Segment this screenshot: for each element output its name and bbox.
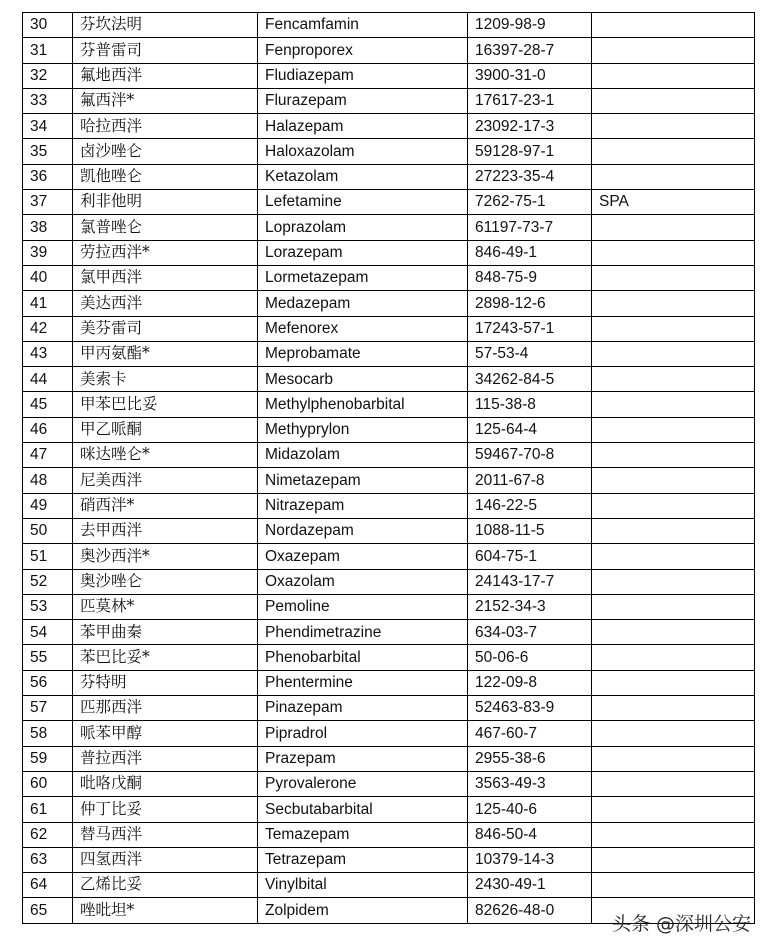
table-row	[23, 417, 755, 442]
english-name-cell: Mesocarb	[258, 367, 468, 392]
english-name-cell: Fludiazepam	[258, 63, 468, 88]
table-row	[23, 341, 755, 366]
table-row	[23, 190, 755, 215]
note-cell	[592, 443, 755, 468]
row-number-cell: 34	[23, 114, 73, 139]
chinese-name-cell: 氯甲西泮	[73, 265, 258, 290]
english-name-cell: Vinylbital	[258, 873, 468, 898]
english-name-cell: Midazolam	[258, 443, 468, 468]
chinese-name-cell: 奥沙唑仑	[73, 569, 258, 594]
table-row	[23, 88, 755, 113]
chinese-name-cell: 替马西泮	[73, 822, 258, 847]
row-number-cell: 54	[23, 620, 73, 645]
chinese-name-cell: 美达西泮	[73, 291, 258, 316]
row-number-cell: 31	[23, 38, 73, 63]
row-number-cell: 62	[23, 822, 73, 847]
substance-table-container	[22, 12, 754, 924]
cas-number-cell: 604-75-1	[468, 544, 592, 569]
table-row	[23, 822, 755, 847]
table-row	[23, 721, 755, 746]
cas-number-cell: 125-64-4	[468, 417, 592, 442]
chinese-name-cell: 美芬雷司	[73, 316, 258, 341]
table-row	[23, 316, 755, 341]
row-number-cell: 30	[23, 13, 73, 38]
cas-number-cell: 3563-49-3	[468, 771, 592, 796]
table-row	[23, 265, 755, 290]
note-cell	[592, 88, 755, 113]
table-row	[23, 797, 755, 822]
chinese-name-cell: 苯甲曲秦	[73, 620, 258, 645]
table-row	[23, 367, 755, 392]
cas-number-cell: 17243-57-1	[468, 316, 592, 341]
table-row	[23, 569, 755, 594]
english-name-cell: Nitrazepam	[258, 493, 468, 518]
chinese-name-cell: 哈拉西泮	[73, 114, 258, 139]
table-row	[23, 493, 755, 518]
chinese-name-cell: 匹那西泮	[73, 696, 258, 721]
english-name-cell: Flurazepam	[258, 88, 468, 113]
row-number-cell: 46	[23, 417, 73, 442]
note-cell	[592, 670, 755, 695]
table-row	[23, 645, 755, 670]
row-number-cell: 65	[23, 898, 73, 923]
chinese-name-cell: 劳拉西泮*	[73, 240, 258, 265]
row-number-cell: 45	[23, 392, 73, 417]
cas-number-cell: 59128-97-1	[468, 139, 592, 164]
chinese-name-cell: 吡咯戊酮	[73, 771, 258, 796]
row-number-cell: 51	[23, 544, 73, 569]
note-cell	[592, 544, 755, 569]
note-cell	[592, 367, 755, 392]
table-row	[23, 443, 755, 468]
row-number-cell: 40	[23, 265, 73, 290]
note-cell	[592, 518, 755, 543]
note-cell	[592, 822, 755, 847]
table-row	[23, 771, 755, 796]
cas-number-cell: 467-60-7	[468, 721, 592, 746]
cas-number-cell: 59467-70-8	[468, 443, 592, 468]
english-name-cell: Oxazepam	[258, 544, 468, 569]
cas-number-cell: 10379-14-3	[468, 847, 592, 872]
english-name-cell: Halazepam	[258, 114, 468, 139]
chinese-name-cell: 甲苯巴比妥	[73, 392, 258, 417]
note-cell	[592, 746, 755, 771]
chinese-name-cell: 四氢西泮	[73, 847, 258, 872]
english-name-cell: Pyrovalerone	[258, 771, 468, 796]
english-name-cell: Prazepam	[258, 746, 468, 771]
row-number-cell: 53	[23, 594, 73, 619]
cas-number-cell: 57-53-4	[468, 341, 592, 366]
row-number-cell: 41	[23, 291, 73, 316]
cas-number-cell: 125-40-6	[468, 797, 592, 822]
chinese-name-cell: 芬普雷司	[73, 38, 258, 63]
cas-number-cell: 2152-34-3	[468, 594, 592, 619]
table-row	[23, 164, 755, 189]
row-number-cell: 48	[23, 468, 73, 493]
english-name-cell: Ketazolam	[258, 164, 468, 189]
table-row	[23, 544, 755, 569]
note-cell	[592, 620, 755, 645]
chinese-name-cell: 唑吡坦*	[73, 898, 258, 923]
chinese-name-cell: 芬坎法明	[73, 13, 258, 38]
note-cell	[592, 316, 755, 341]
row-number-cell: 55	[23, 645, 73, 670]
english-name-cell: Pemoline	[258, 594, 468, 619]
cas-number-cell: 7262-75-1	[468, 190, 592, 215]
note-cell	[592, 771, 755, 796]
table-row	[23, 114, 755, 139]
row-number-cell: 39	[23, 240, 73, 265]
chinese-name-cell: 去甲西泮	[73, 518, 258, 543]
note-cell	[592, 291, 755, 316]
note-cell	[592, 493, 755, 518]
table-row	[23, 240, 755, 265]
chinese-name-cell: 匹莫林*	[73, 594, 258, 619]
english-name-cell: Medazepam	[258, 291, 468, 316]
chinese-name-cell: 乙烯比妥	[73, 873, 258, 898]
chinese-name-cell: 氟地西泮	[73, 63, 258, 88]
row-number-cell: 58	[23, 721, 73, 746]
note-cell	[592, 569, 755, 594]
english-name-cell: Haloxazolam	[258, 139, 468, 164]
cas-number-cell: 61197-73-7	[468, 215, 592, 240]
note-cell: SPA	[592, 190, 755, 215]
note-cell	[592, 341, 755, 366]
row-number-cell: 61	[23, 797, 73, 822]
chinese-name-cell: 氟西泮*	[73, 88, 258, 113]
english-name-cell: Lormetazepam	[258, 265, 468, 290]
row-number-cell: 52	[23, 569, 73, 594]
note-cell	[592, 847, 755, 872]
row-number-cell: 43	[23, 341, 73, 366]
english-name-cell: Phentermine	[258, 670, 468, 695]
note-cell	[592, 38, 755, 63]
english-name-cell: Tetrazepam	[258, 847, 468, 872]
table-row	[23, 594, 755, 619]
watermark: 头条 @深圳公安	[611, 913, 751, 935]
chinese-name-cell: 凯他唑仑	[73, 164, 258, 189]
row-number-cell: 33	[23, 88, 73, 113]
cas-number-cell: 2898-12-6	[468, 291, 592, 316]
row-number-cell: 57	[23, 696, 73, 721]
cas-number-cell: 23092-17-3	[468, 114, 592, 139]
table-row	[23, 215, 755, 240]
cas-number-cell: 146-22-5	[468, 493, 592, 518]
cas-number-cell: 50-06-6	[468, 645, 592, 670]
cas-number-cell: 3900-31-0	[468, 63, 592, 88]
note-cell	[592, 215, 755, 240]
table-row	[23, 696, 755, 721]
english-name-cell: Methyprylon	[258, 417, 468, 442]
note-cell	[592, 13, 755, 38]
note-cell	[592, 645, 755, 670]
table-row	[23, 746, 755, 771]
substance-table	[22, 12, 755, 924]
chinese-name-cell: 甲丙氨酯*	[73, 341, 258, 366]
note-cell	[592, 265, 755, 290]
table-row	[23, 518, 755, 543]
row-number-cell: 59	[23, 746, 73, 771]
chinese-name-cell: 苯巴比妥*	[73, 645, 258, 670]
row-number-cell: 35	[23, 139, 73, 164]
cas-number-cell: 1088-11-5	[468, 518, 592, 543]
cas-number-cell: 27223-35-4	[468, 164, 592, 189]
table-row	[23, 847, 755, 872]
cas-number-cell: 2011-67-8	[468, 468, 592, 493]
chinese-name-cell: 芬特明	[73, 670, 258, 695]
cas-number-cell: 17617-23-1	[468, 88, 592, 113]
note-cell	[592, 240, 755, 265]
chinese-name-cell: 普拉西泮	[73, 746, 258, 771]
english-name-cell: Loprazolam	[258, 215, 468, 240]
chinese-name-cell: 硝西泮*	[73, 493, 258, 518]
english-name-cell: Fencamfamin	[258, 13, 468, 38]
cas-number-cell: 52463-83-9	[468, 696, 592, 721]
chinese-name-cell: 仲丁比妥	[73, 797, 258, 822]
row-number-cell: 37	[23, 190, 73, 215]
english-name-cell: Mefenorex	[258, 316, 468, 341]
row-number-cell: 49	[23, 493, 73, 518]
table-row	[23, 38, 755, 63]
table-row	[23, 620, 755, 645]
chinese-name-cell: 奥沙西泮*	[73, 544, 258, 569]
table-body	[23, 13, 755, 924]
row-number-cell: 36	[23, 164, 73, 189]
chinese-name-cell: 咪达唑仑*	[73, 443, 258, 468]
table-row	[23, 63, 755, 88]
cas-number-cell: 1209-98-9	[468, 13, 592, 38]
english-name-cell: Lefetamine	[258, 190, 468, 215]
chinese-name-cell: 美索卡	[73, 367, 258, 392]
cas-number-cell: 115-38-8	[468, 392, 592, 417]
cas-number-cell: 634-03-7	[468, 620, 592, 645]
row-number-cell: 38	[23, 215, 73, 240]
row-number-cell: 47	[23, 443, 73, 468]
cas-number-cell: 122-09-8	[468, 670, 592, 695]
english-name-cell: Nimetazepam	[258, 468, 468, 493]
note-cell	[592, 139, 755, 164]
note-cell	[592, 114, 755, 139]
note-cell	[592, 417, 755, 442]
note-cell	[592, 721, 755, 746]
english-name-cell: Phendimetrazine	[258, 620, 468, 645]
english-name-cell: Secbutabarbital	[258, 797, 468, 822]
table-row	[23, 392, 755, 417]
english-name-cell: Pinazepam	[258, 696, 468, 721]
note-cell	[592, 696, 755, 721]
english-name-cell: Phenobarbital	[258, 645, 468, 670]
english-name-cell: Oxazolam	[258, 569, 468, 594]
cas-number-cell: 848-75-9	[468, 265, 592, 290]
note-cell	[592, 63, 755, 88]
english-name-cell: Zolpidem	[258, 898, 468, 923]
chinese-name-cell: 利非他明	[73, 190, 258, 215]
row-number-cell: 42	[23, 316, 73, 341]
note-cell	[592, 797, 755, 822]
cas-number-cell: 846-49-1	[468, 240, 592, 265]
chinese-name-cell: 甲乙哌酮	[73, 417, 258, 442]
english-name-cell: Lorazepam	[258, 240, 468, 265]
cas-number-cell: 16397-28-7	[468, 38, 592, 63]
cas-number-cell: 846-50-4	[468, 822, 592, 847]
row-number-cell: 64	[23, 873, 73, 898]
english-name-cell: Temazepam	[258, 822, 468, 847]
note-cell	[592, 164, 755, 189]
row-number-cell: 32	[23, 63, 73, 88]
row-number-cell: 60	[23, 771, 73, 796]
table-row	[23, 291, 755, 316]
row-number-cell: 56	[23, 670, 73, 695]
row-number-cell: 44	[23, 367, 73, 392]
table-row	[23, 873, 755, 898]
cas-number-cell: 2955-38-6	[468, 746, 592, 771]
note-cell	[592, 392, 755, 417]
chinese-name-cell: 氯普唑仑	[73, 215, 258, 240]
note-cell	[592, 873, 755, 898]
english-name-cell: Fenproporex	[258, 38, 468, 63]
english-name-cell: Nordazepam	[258, 518, 468, 543]
table-row	[23, 468, 755, 493]
english-name-cell: Meprobamate	[258, 341, 468, 366]
chinese-name-cell: 哌苯甲醇	[73, 721, 258, 746]
cas-number-cell: 34262-84-5	[468, 367, 592, 392]
note-cell	[592, 594, 755, 619]
table-row	[23, 670, 755, 695]
chinese-name-cell: 尼美西泮	[73, 468, 258, 493]
table-row	[23, 139, 755, 164]
note-cell	[592, 468, 755, 493]
cas-number-cell: 2430-49-1	[468, 873, 592, 898]
row-number-cell: 63	[23, 847, 73, 872]
row-number-cell: 50	[23, 518, 73, 543]
english-name-cell: Pipradrol	[258, 721, 468, 746]
cas-number-cell: 24143-17-7	[468, 569, 592, 594]
cas-number-cell: 82626-48-0	[468, 898, 592, 923]
english-name-cell: Methylphenobarbital	[258, 392, 468, 417]
chinese-name-cell: 卤沙唑仑	[73, 139, 258, 164]
table-row	[23, 13, 755, 38]
